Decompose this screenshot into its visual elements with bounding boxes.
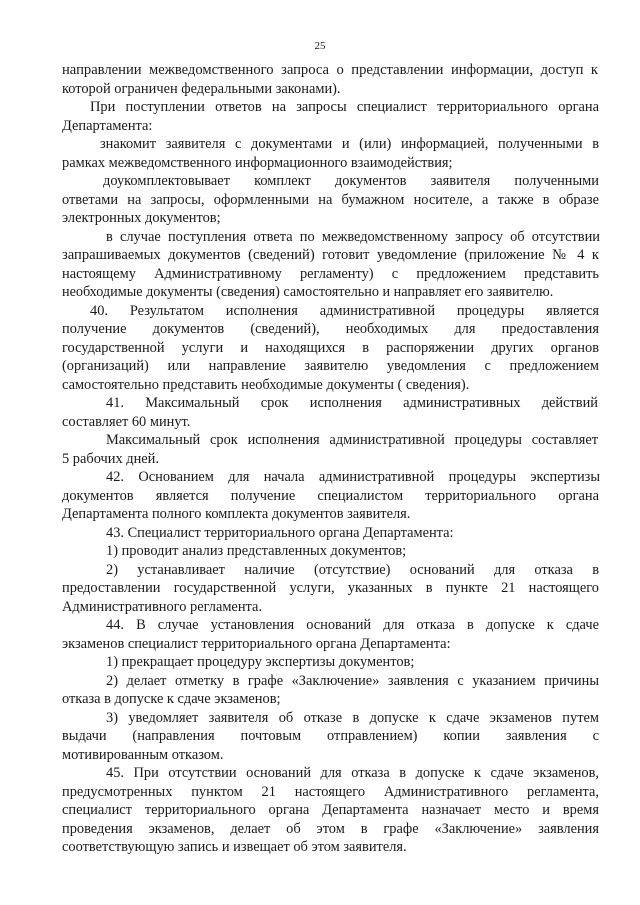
text-line: 1) прекращает процедуру экспертизы документов; bbox=[106, 654, 415, 670]
text-line: 3) уведомляет заявителя об отказе в допуске к сдаче экзаменов путем bbox=[106, 709, 599, 726]
text-line: 42. Основанием для начала административной процедуры экспертизы bbox=[106, 469, 600, 485]
text-line: 43. Специалист территориального органа Департамента: bbox=[106, 524, 454, 541]
text-line: специалист территориального органа Департамента назначает место и время bbox=[62, 802, 599, 818]
text-line: получение документов (сведений), необходимых для предоставления bbox=[62, 321, 599, 337]
text-line: в случае поступления ответа по межведомственному запросу об отсутствии bbox=[106, 228, 600, 245]
text-line: составляет 60 минут. bbox=[62, 413, 191, 430]
text-line: необходимые документы (сведения) самостоятельно и направляет его заявителю. bbox=[62, 284, 554, 300]
text-line: 44. В случае установления оснований для отказа в допуске к сдаче bbox=[106, 617, 599, 633]
text-line: проведения экзаменов, делает об этом в графе «Заключение» заявления bbox=[62, 820, 599, 837]
text-line: соответствующую запись и извещает об этом заявителя. bbox=[62, 839, 407, 855]
text-line: государственной услуги и находящихся в распоряжении других органов bbox=[62, 339, 599, 356]
text-line: документов является получение специалистом территориального органа bbox=[62, 487, 599, 504]
text-line: 1) проводит анализ представленных документов; bbox=[106, 543, 407, 559]
text-line: 5 рабочих дней. bbox=[62, 450, 159, 467]
text-line: 45. При отсутствии оснований для отказа в допуске к сдаче экзаменов, bbox=[106, 765, 599, 781]
text-line: самостоятельно представить необходимые документы ( сведения). bbox=[62, 376, 470, 393]
text-line: Департамента полного комплекта документов заявителя. bbox=[62, 506, 411, 522]
text-line: отказа в допуске к сдаче экзаменов; bbox=[62, 691, 281, 707]
text-line: 40. Результатом исполнения административной процедуры является bbox=[90, 302, 599, 319]
text-line: рамках межведомственного информационного взаимодействия; bbox=[62, 154, 453, 171]
text-line: ответами на запросы, оформленными на бумажном носителе, а также в образе bbox=[62, 191, 599, 208]
text-line: выдачи (направления почтовым отправлением) копии заявления с bbox=[62, 728, 599, 744]
text-line: которой ограничен федеральными законами). bbox=[62, 80, 341, 97]
text-line: 41. Максимальный срок исполнения административных действий bbox=[106, 395, 598, 411]
text-line: настоящему Административному регламенту) с предложением представить bbox=[62, 265, 599, 282]
text-line: предоставлении государственной услуги, указанных в пункте 21 настоящего bbox=[62, 580, 599, 596]
text-line: экзаменов специалист территориального органа Департамента: bbox=[62, 635, 451, 652]
text-line: доукомплектовывает комплект документов заявителя полученными bbox=[103, 173, 599, 189]
text-line: знакомит заявителя с документами и (или) информацией, полученными в bbox=[100, 136, 599, 152]
text-line: Максимальный срок исполнения административной процедуры составляет bbox=[106, 432, 598, 448]
text-line: При поступлении ответов на запросы специалист территориального органа bbox=[90, 99, 599, 115]
text-line: направлении межведомственного запроса о представлении информации, доступ к bbox=[62, 62, 598, 78]
text-line: Департамента: bbox=[62, 117, 153, 134]
text-line: мотивированным отказом. bbox=[62, 746, 224, 763]
text-line: Административного регламента. bbox=[62, 598, 262, 615]
page-number: 25 bbox=[314, 40, 326, 52]
text-line: 2) делает отметку в графе «Заключение» заявления с указанием причины bbox=[106, 672, 599, 689]
text-line: электронных документов; bbox=[62, 210, 221, 226]
text-line: запрашиваемых документов (сведений) готовит уведомление (приложение № 4 к bbox=[62, 247, 599, 263]
text-line: (организаций) или направление заявителю уведомления с предложением bbox=[62, 358, 599, 374]
text-line: 2) устанавливает наличие (отсутствие) оснований для отказа в bbox=[106, 561, 599, 578]
text-line: предусмотренных пунктом 21 настоящего Административного регламента, bbox=[62, 783, 599, 800]
